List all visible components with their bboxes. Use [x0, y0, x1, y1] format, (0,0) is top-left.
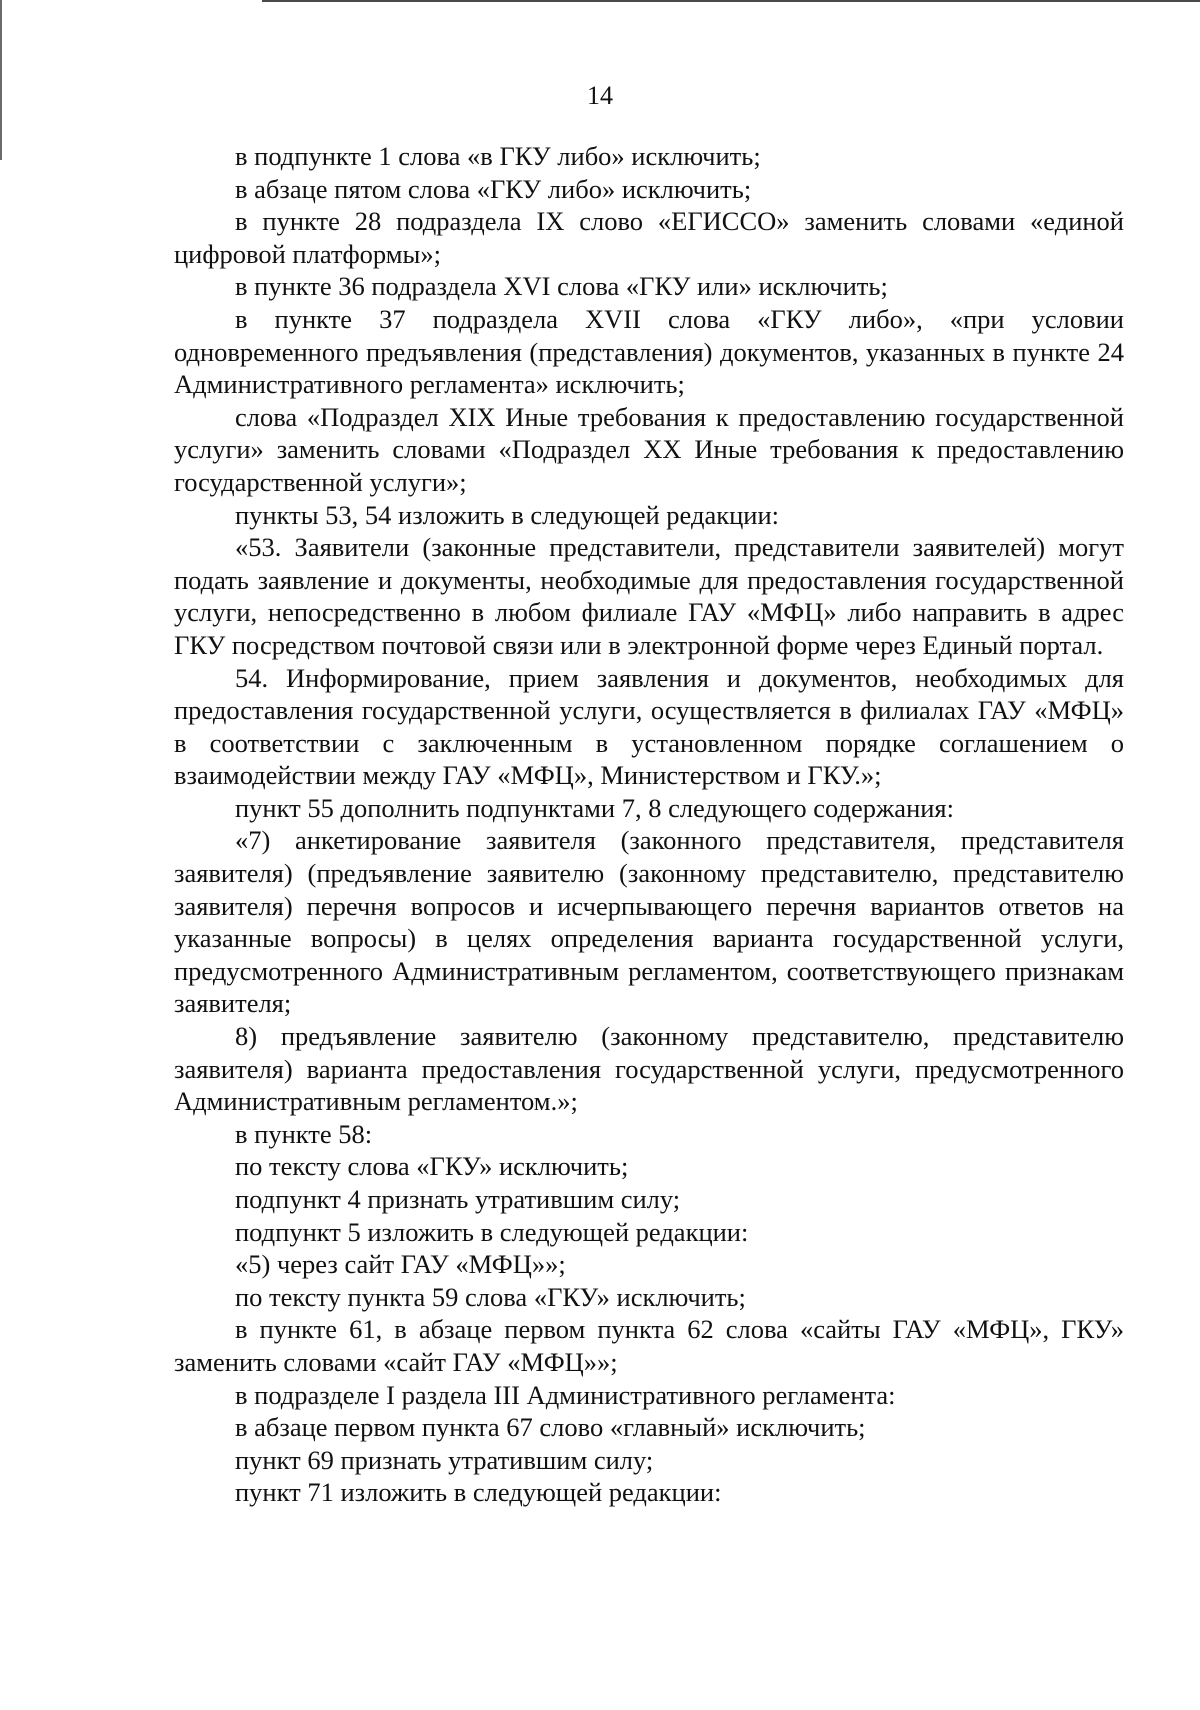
paragraph: слова «Подраздел XIX Иные требования к предоставлению государственной услуги» заменить словами «Подраздел XX Иные требования к предоставлению государственной услуги»; — [174, 401, 1124, 497]
paragraph: в абзаце пятом слова «ГКУ либо» исключить; — [235, 173, 752, 204]
scan-edge-top — [262, 0, 1200, 2]
paragraph: в абзаце первом пункта 67 слово «главный» исключить; — [235, 1412, 866, 1443]
paragraph: «5) через сайт ГАУ «МФЦ»»; — [235, 1249, 566, 1280]
paragraph: пункты 53, 54 изложить в следующей редакции: — [235, 499, 780, 530]
paragraph: «7) анкетирование заявителя (законного представителя, представителя заявителя) (предъявление заявителю (законному представителю, представителю заявителя) перечня вопросов и исчерпывающего перечня вариантов ответов на указанные вопросы) в целях определения варианта государственной услуги, предусмотренного Административным регламентом, соответствующего признакам заявителя; — [174, 825, 1124, 1019]
paragraph: в пункте 37 подраздела XVII слова «ГКУ либо», «при условии одновременного предъявления (представления) документов, указанных в пункте 24 Административного регламента» исключить; — [174, 303, 1124, 400]
paragraph: в пункте 61, в абзаце первом пункта 62 слова «сайты ГАУ «МФЦ», ГКУ» заменить словами «сайт ГАУ «МФЦ»»; — [174, 1314, 1124, 1377]
page-number: 14 — [587, 81, 613, 110]
paragraph: по тексту пункта 59 слова «ГКУ» исключить; — [235, 1281, 746, 1312]
paragraph: пункт 55 дополнить подпунктами 7, 8 следующего содержания: — [235, 792, 954, 823]
paragraph: в пункте 28 подраздела IX слово «ЕГИССО» заменить словами «единой цифровой платформы»; — [174, 206, 1124, 269]
paragraph: пункт 69 признать утратившим силу; — [235, 1444, 654, 1475]
paragraph: 8) предъявление заявителю (законному представителю, представителю заявителя) варианта предоставления государственной услуги, предусмотренного Административным регламентом.»; — [174, 1021, 1124, 1117]
paragraph: в подпункте 1 слова «в ГКУ либо» исключить; — [235, 141, 761, 171]
paragraph: подпункт 4 признать утратившим силу; — [235, 1184, 681, 1214]
paragraph: пункт 71 изложить в следующей редакции: — [235, 1477, 722, 1508]
paragraph: подпункт 5 изложить в следующей редакции: — [235, 1216, 749, 1247]
paragraph: в пункте 58: — [235, 1118, 373, 1149]
paragraph: в подразделе I раздела III Административного регламента: — [235, 1379, 896, 1410]
paragraph: по тексту слова «ГКУ» исключить; — [235, 1151, 629, 1182]
paragraph: 54. Информирование, прием заявления и документов, необходимых для предоставления государственной услуги, осуществляется в филиалах ГАУ «МФЦ» в соответствии с заключенным в установленном порядке соглашением о взаимодействии между ГАУ «МФЦ», Министерством и ГКУ.»; — [174, 662, 1124, 791]
paragraph: «53. Заявители (законные представители, представители заявителей) могут подать заявление и документы, необходимые для предоставления государственной услуги, непосредственно в любом филиале ГАУ «МФЦ» либо направить в адрес ГКУ посредством почтовой связи или в электронной форме через Единый портал. — [174, 532, 1124, 660]
document-body — [174, 140, 1124, 1509]
paragraph: в пункте 36 подраздела XVI слова «ГКУ или» исключить; — [235, 271, 888, 302]
